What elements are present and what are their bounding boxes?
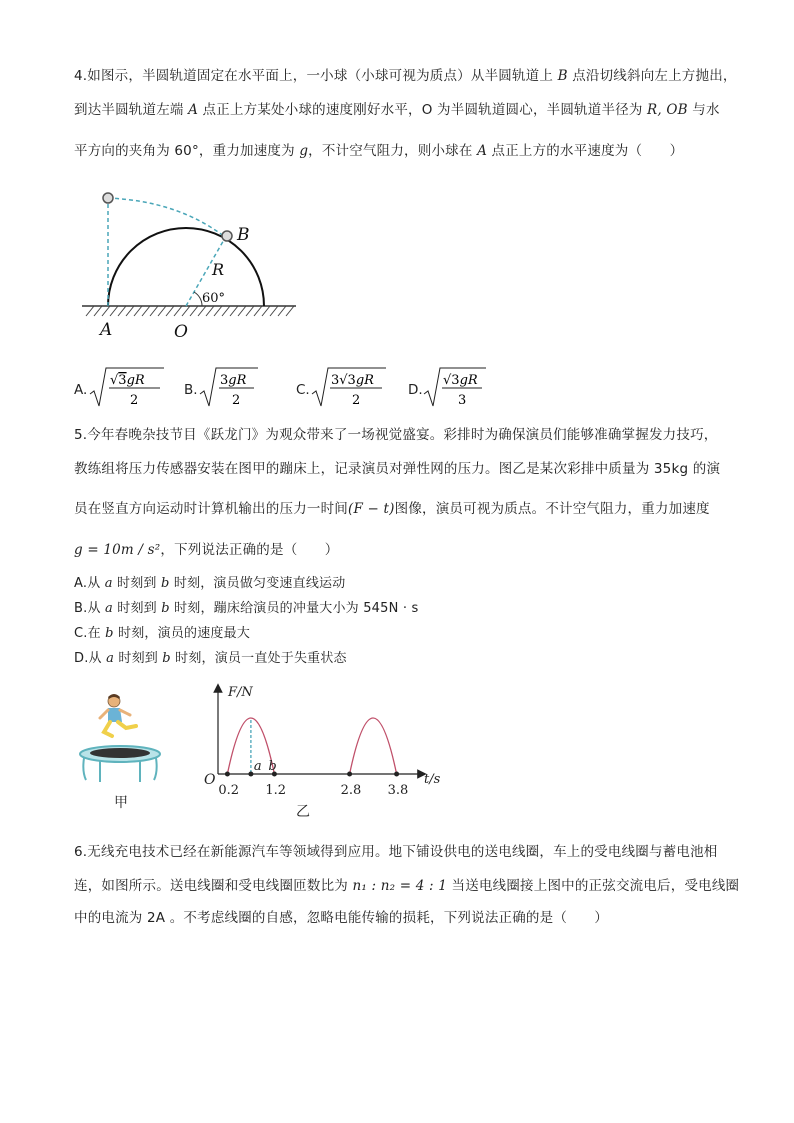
svg-text:2: 2	[352, 393, 361, 408]
q6-text-line-3: 中的电流为 2A 。不考虑线圈的自感，忽略电能传输的损耗，下列说法正确的是（ ）	[74, 910, 609, 926]
q5-trampoline-figure	[78, 688, 178, 818]
origin-label: O	[204, 772, 216, 788]
q5-text-line-4: g = 10m / s²，下列说法正确的是（ ）	[74, 542, 339, 558]
series-pulse-2	[350, 718, 397, 774]
y-axis-label: F/N	[228, 685, 253, 700]
ball-top	[103, 193, 113, 203]
angle-arc	[194, 292, 202, 306]
label-A: A	[100, 320, 113, 340]
svg-text:3√3gR: 3√3gR	[331, 373, 374, 388]
q5-ft-chart	[198, 682, 448, 822]
point-a-label: a	[253, 759, 262, 774]
q5-option-a[interactable]: A.从 a 时刻到 b 时刻，演员做匀变速直线运动	[74, 576, 346, 591]
point-b-label: b	[268, 759, 277, 774]
tick-label-1: 1.2	[265, 783, 287, 798]
caption-jia: 甲	[114, 795, 128, 811]
q6-text-line-1: 6.无线充电技术已经在新能源汽车等领域得到应用。地下铺设供电的送电线圈，车上的受电线圈与蓄电池相	[74, 844, 718, 860]
svg-text:2: 2	[232, 393, 241, 408]
q5-option-b[interactable]: B.从 a 时刻到 b 时刻，蹦床给演员的冲量大小为 545N · s	[74, 601, 419, 616]
q5-option-c[interactable]: C.在 b 时刻，演员的速度最大	[74, 626, 251, 641]
q4-text-line-1: 4.如图示，半圆轨道固定在水平面上，一小球（小球可视为质点）从半圆轨道上 B 点沿切线斜向左上方抛出，	[74, 68, 737, 84]
svg-text:√3gR: √3gR	[110, 373, 145, 388]
label-B: B	[237, 225, 250, 245]
tick-label-2: 2.8	[340, 783, 362, 798]
point-a-dot	[248, 772, 253, 777]
svg-text:3gR: 3gR	[220, 373, 247, 388]
label-angle: 60°	[202, 291, 226, 306]
q4-semicircle-figure	[78, 185, 308, 345]
performer-icon	[100, 694, 136, 736]
tick-dot-3	[394, 772, 399, 777]
svg-text:√3gR: √3gR	[443, 373, 478, 388]
label-O: O	[174, 322, 188, 342]
q4-text-line-3: 平方向的夹角为 60°，重力加速度为 g，不计空气阻力，则小球在 A 点正上方的水平速度为（ ）	[74, 143, 684, 159]
ground-hatch	[86, 306, 294, 316]
x-axis-label: t/s	[424, 772, 441, 787]
ball-B	[222, 231, 232, 241]
q5-option-d[interactable]: D.从 a 时刻到 b 时刻，演员一直处于失重状态	[74, 651, 347, 666]
svg-text:3: 3	[458, 393, 467, 408]
tick-dot-2	[347, 772, 352, 777]
trampoline-icon	[80, 746, 160, 782]
q6-text-line-2: 连，如图所示。送电线圈和受电线圈匝数比为 n₁ : n₂ = 4 : 1 当送电线圈接上图中的正弦交流电后，受电线圈	[74, 878, 740, 894]
tick-label-3: 3.8	[387, 783, 409, 798]
caption-yi: 乙	[296, 804, 310, 820]
q5-text-line-2: 教练组将压力传感器安装在图甲的蹦床上，记录演员对弹性网的压力。图乙是某次彩排中质量为 35kg 的演	[74, 461, 721, 477]
tick-label-0: 0.2	[218, 783, 240, 798]
tick-dot-0	[225, 772, 230, 777]
q4-text-line-2: 到达半圆轨道左端 A 点正上方某处小球的速度刚好水平，O 为半圆轨道圆心，半圆轨道半径为 R, OB 与水	[74, 102, 720, 118]
svg-text:2: 2	[130, 393, 139, 408]
label-R: R	[212, 260, 225, 279]
q5-text-line-1: 5.今年春晚杂技节目《跃龙门》为观众带来了一场视觉盛宴。彩排时为确保演员们能够准确掌握发力技巧，	[74, 427, 718, 443]
q5-text-line-3: 员在竖直方向运动时计算机输出的压力一时间(F − t)图像，演员可视为质点。不计空气阻力，重力加速度	[74, 501, 710, 517]
